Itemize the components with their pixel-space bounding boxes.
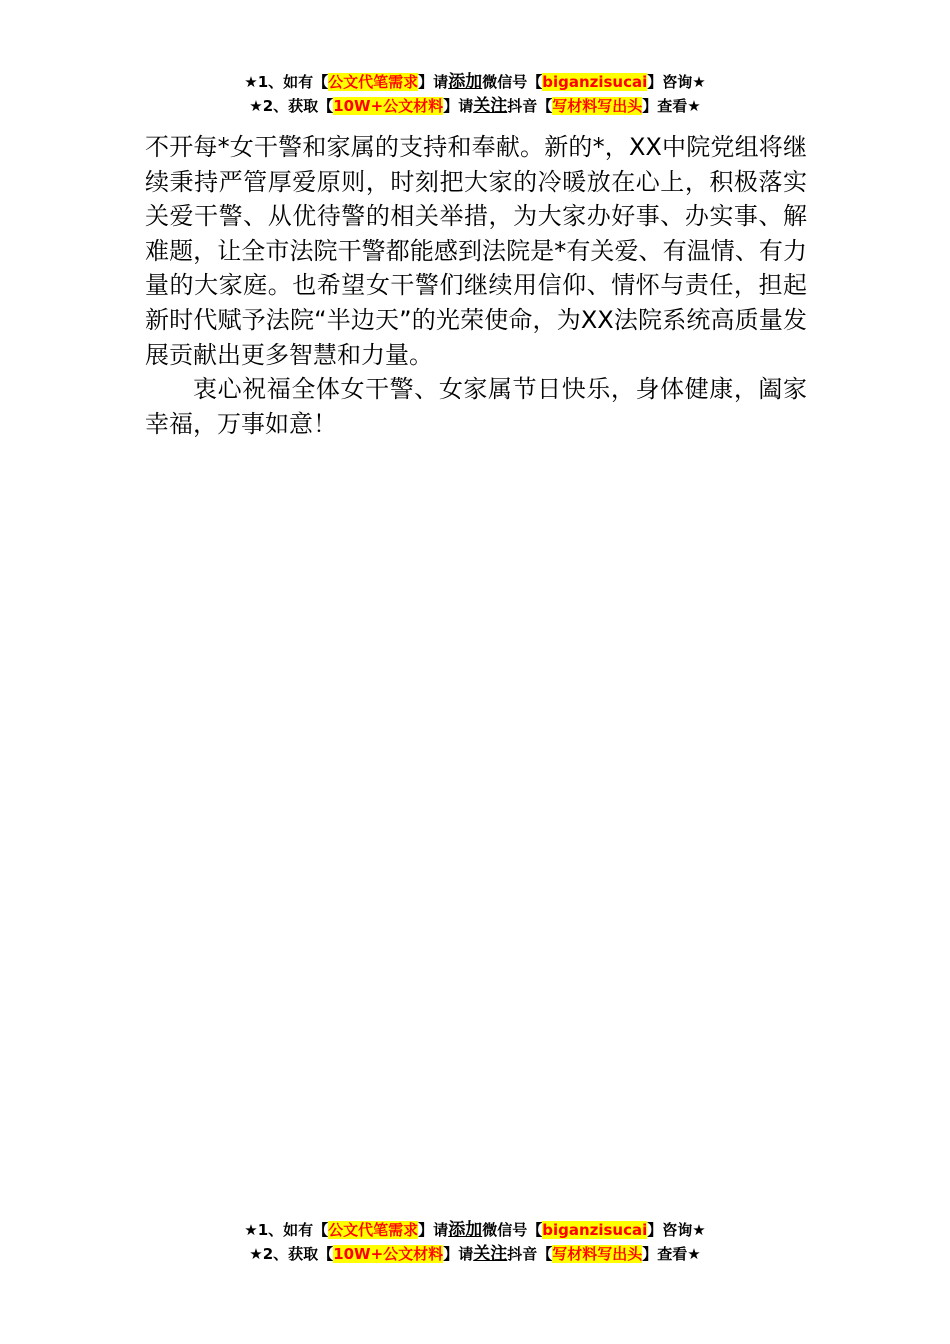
body-paragraph-1: 不开每*女干警和家属的支持和奉献。新的*，XX中院党组将继续秉持严管厚爱原则，时刻把大家的冷暖放在心上，积极落实关爱干警、从优待警的相关举措，为大家办好事、办实事、解难题，让全市法院干警都能感到法院是*有关爱、有温情、有力量的大家庭。也希望女干警们继续用信仰、情怀与责任，担起新时代赋予法院“半边天”的光荣使命，为XX法院系统高质量发展贡献出更多智慧和力量。	[145, 133, 807, 369]
header-ad-line-1-post: 】咨询★	[647, 73, 706, 91]
footer-ad-line-2-highlight-douyin: 写材料写出头	[552, 1245, 643, 1263]
footer-ad-line-1-highlight-wechat: biganzisucai	[542, 1221, 648, 1239]
header-ad-line-2-highlight-douyin: 写材料写出头	[552, 97, 643, 115]
header-ad-line-1-highlight-service: 公文代笔需求	[328, 73, 419, 91]
header-ad-line-2-mid: 】请	[443, 97, 474, 115]
footer-ad-line-2-highlight-materials: 10W+公文材料	[333, 1245, 444, 1263]
body-paragraph-2: 衷心祝福全体女干警、女家属节日快乐，身体健康，阖家幸福，万事如意！	[145, 375, 807, 438]
footer-ad	[0, 1218, 950, 1266]
header-ad	[0, 70, 950, 118]
footer-ad-line-2-pre: ★2、获取【	[249, 1245, 334, 1263]
footer-ad-line-2-post: 】查看★	[642, 1245, 701, 1263]
document-body	[145, 130, 807, 441]
header-ad-line-2	[0, 94, 950, 118]
footer-ad-line-2-emphasis: 关注	[473, 1244, 508, 1264]
header-ad-line-2-post: 】查看★	[642, 97, 701, 115]
footer-ad-line-2	[0, 1242, 950, 1266]
footer-ad-line-2-mid: 】请	[443, 1245, 474, 1263]
header-ad-line-2-pre: ★2、获取【	[249, 97, 334, 115]
footer-ad-line-1-mid-2: 微信号【	[482, 1221, 543, 1239]
footer-ad-line-1-highlight-service: 公文代笔需求	[328, 1221, 419, 1239]
header-ad-line-2-emphasis: 关注	[473, 96, 508, 116]
header-ad-line-1	[0, 70, 950, 94]
header-ad-line-1-emphasis: 添加	[448, 72, 483, 92]
footer-ad-line-2-mid-2: 抖音【	[507, 1245, 553, 1263]
footer-ad-line-1-post: 】咨询★	[647, 1221, 706, 1239]
footer-ad-line-1	[0, 1218, 950, 1242]
header-ad-line-1-mid: 】请	[418, 73, 449, 91]
header-ad-line-1-highlight-wechat: biganzisucai	[542, 73, 648, 91]
footer-ad-line-1-mid: 】请	[418, 1221, 449, 1239]
header-ad-line-2-mid-2: 抖音【	[507, 97, 553, 115]
footer-ad-line-1-emphasis: 添加	[448, 1220, 483, 1240]
header-ad-line-1-mid-2: 微信号【	[482, 73, 543, 91]
header-ad-line-1-pre: ★1、如有【	[244, 73, 329, 91]
footer-ad-line-1-pre: ★1、如有【	[244, 1221, 329, 1239]
header-ad-line-2-highlight-materials: 10W+公文材料	[333, 97, 444, 115]
